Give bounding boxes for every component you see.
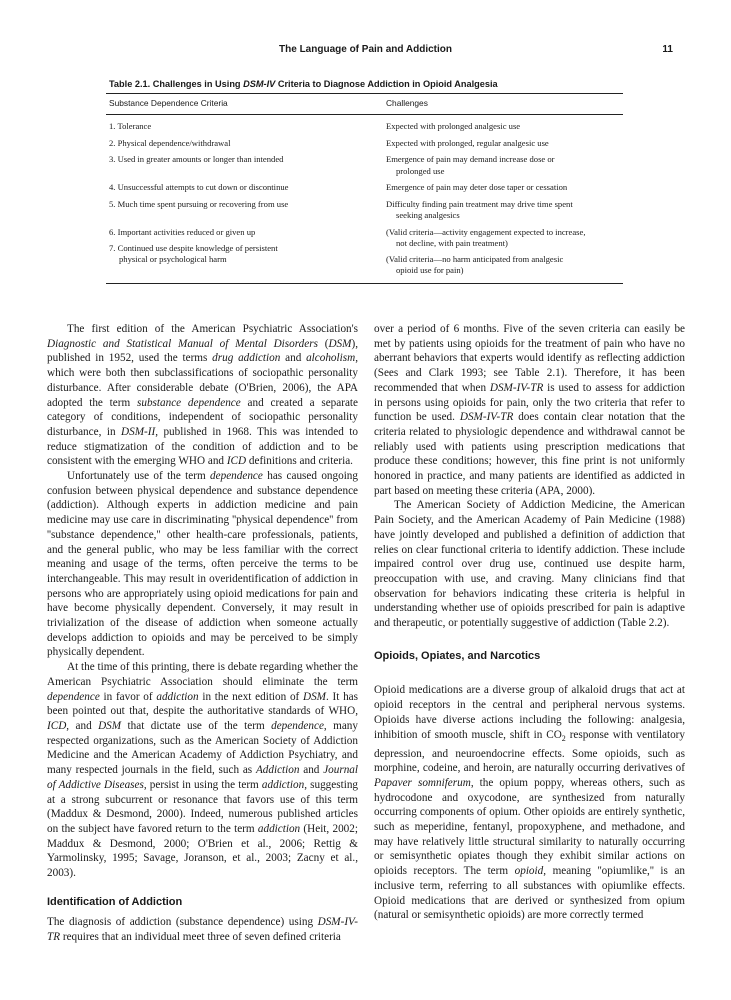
- page-number: 11: [662, 44, 673, 55]
- text-run: (Heit, 2002; Maddux & Desmond, 2000; O'Brien et al., 2006; Rettig & Yarmolinsky, 1995; Savage, Joranson, et al., 2003; Zacny et al., 2003).: [47, 822, 358, 880]
- cell-text: 2. Physical dependence/withdrawal: [109, 137, 231, 148]
- cell-text: 7. Continued use despite knowledge of persistent: [109, 242, 278, 253]
- emphasis: Addiction: [255, 764, 300, 777]
- text-run: definitions and criteria.: [246, 455, 353, 468]
- text-run: , meaning ''opiumlike,'' is an inclusive term, referring to all substances with opiumlike effects. Opioid medications that are derived or synthesized from opium (natural or semisynthetic opioids) are more correctly termed: [374, 865, 685, 922]
- text-run: At the time of this printing, there is debate regarding whether the American Psychiatric Association should eliminate the term: [47, 661, 358, 688]
- table-header-row: [106, 94, 623, 115]
- text-run: and: [280, 352, 307, 365]
- caption-text: Table 2.1. Challenges in Using: [109, 79, 244, 89]
- challenge-cell: [386, 154, 623, 177]
- cell-text: Emergence of pain may deter dose taper or cessation: [386, 182, 568, 192]
- caption-text-end: Criteria to Diagnose Addiction in Opioid Analgesia: [275, 79, 498, 89]
- table-row: [106, 182, 623, 194]
- text-run: Opioid medications are a diverse group of alkaloid drugs that act at opioid receptors in the central and peripheral nervous systems. Opioids have diverse actions including the following: analgesia, inhibition of smooth muscle, shift in CO: [374, 684, 685, 741]
- emphasis: addiction: [156, 690, 199, 703]
- criteria-cell: [106, 182, 386, 194]
- cell-text: Expected with prolonged, regular analgesic use: [386, 137, 549, 148]
- table-row: [106, 199, 623, 222]
- right-column: [374, 322, 685, 923]
- table-row: [106, 121, 623, 133]
- cell-text-continued: opioid use for pain): [396, 265, 464, 275]
- column-header-challenges: Challenges: [386, 98, 428, 109]
- section-heading-opioids: Opioids, Opiates, and Narcotics: [374, 649, 541, 662]
- text-run: does contain clear notation that the criteria related to physiologic dependence and withdrawal cannot be reliably used with patients using prescription medications that produce these conditions; however, this fine print is not uniformly honored in practice, and many patients are identified as addicted in part based on meeting these criteria (APA, 2000).: [374, 411, 685, 497]
- emphasis: DSM: [303, 690, 326, 703]
- emphasis: Diagnostic and Statistical Manual of Mental Disorders: [47, 337, 318, 350]
- text-run: The diagnosis of addiction (substance dependence) using: [47, 916, 318, 929]
- text-run: over a period of 6 months. Five of the seven criteria can easily be met by patients using opioids for the treatment of pain who have no aberrant behaviors that experts would identify as reflecting addiction (Sees and Clark 1993; see Table 2.1). Therefore, it has been recommended that when: [374, 323, 685, 394]
- subscript: 2: [561, 733, 566, 743]
- criteria-cell: [106, 138, 386, 150]
- paragraph: The American Society of Addiction Medicine, the American Pain Society, and the American Academy of Pain Medicine (1988) have jointly developed and published a definition of addiction that relies on clear functional criteria to identify addiction. These include impaired control over drug use, continued use despite harm, preoccupation with use, and craving. Many clinicians find that observation for behaviors indicating these criteria is helpful in understanding whether use of opioids prescribed for pain is adaptive and therapeutic, or potentially suggestive of addiction (Table 2.2).: [374, 499, 685, 630]
- running-title: The Language of Pain and Addiction: [279, 44, 452, 55]
- cell-text: (Valid criteria—activity engagement expected to increase,: [386, 226, 586, 237]
- challenge-cell: [386, 199, 623, 222]
- text-run: Unfortunately use of the term: [67, 470, 211, 483]
- emphasis: substance dependence: [137, 396, 241, 409]
- table-row: [106, 243, 623, 277]
- text-run: , persist in using the term: [143, 778, 262, 791]
- text-run: that dictate use of the term: [121, 719, 272, 732]
- emphasis: dependence: [47, 690, 100, 703]
- running-header: [0, 44, 731, 60]
- table-row: [106, 138, 623, 150]
- criteria-cell: [106, 121, 386, 133]
- paragraph: [374, 322, 685, 498]
- criteria-cell: [106, 199, 386, 222]
- emphasis: DSM: [98, 719, 122, 732]
- column-header-criteria: Substance Dependence Criteria: [109, 98, 228, 109]
- text-run: response with ventilatory depression, and neuroendocrine effects. Some opioids, such as morphine, codeine, and heroin, are naturally occurring derivatives of: [374, 728, 685, 775]
- challenge-cell: [386, 121, 623, 133]
- cell-text: Expected with prolonged analgesic use: [386, 121, 521, 131]
- text-run: , and: [66, 719, 99, 732]
- cell-text: 5. Much time spent pursuing or recovering from use: [109, 198, 289, 209]
- emphasis: DSM-II: [121, 425, 156, 438]
- challenge-cell: [386, 182, 623, 194]
- text-run: , suggesting at a strong subcurrent or resonance that favors use of this term (Maddux & Desmond, 2000). Indeed, numerous published articles on the subject have favored return to the term: [47, 778, 359, 835]
- emphasis: dependence: [210, 470, 263, 483]
- cell-text: Emergence of pain may demand increase dose or: [386, 154, 555, 164]
- cell-text-continued: physical or psychological harm: [119, 254, 227, 264]
- challenge-cell: [386, 138, 623, 150]
- table-row: [106, 154, 623, 177]
- text-run: in the next edition of: [198, 690, 303, 703]
- paragraph: [47, 322, 358, 469]
- cell-text: 1. Tolerance: [109, 121, 152, 131]
- text-run: has caused ongoing confusion between physical dependence and substance dependence (addiction). Although experts in addiction medicine and pain medicine may use care in discriminating ''physical dependence'' from ''substance dependence,'' other health-care professionals, patients, and the general public, who may be less familiar with the correct meaning and usage of the terms, often perceive the terms to be interchangeable. This may result in overidentification of addiction in persons who are appropriately using opioid medications for pain and have become physically dependent. Conversely, it may result in trivialization of the disease of addiction when someone actually develops addiction to opioids and may be perceived to be simply physically dependent.: [47, 470, 358, 659]
- text-run: , many respected organizations, such as the American Society of Addiction Medicine and the American Academy of Addiction Psychiatry, and many respected journals in the field, such as: [47, 719, 358, 777]
- cell-text: 4. Unsuccessful attempts to cut down or discontinue: [109, 182, 289, 192]
- text-run: . It has been pointed out that, despite the authoritative standards of WHO,: [47, 690, 358, 718]
- text-run: , the opium poppy, whereas others, such as hydrocodone and oxycodone, are synthesized from naturally occurring components of opium. Other opioids are entirely synthetic, such as meperidine, fentanyl, propoxyphene, and methadone, and may have relatively little structural similarity to naturally occurring or semisynthetic opiates though they exhibit similar actions on opioids receptors. The term: [374, 776, 685, 878]
- cell-text: Difficulty finding pain treatment may drive time spent: [386, 198, 573, 209]
- text-run: , published in 1968. This was intended to reduce stigmatization of the condition of addiction and to be consistent with the emerging WHO and: [47, 425, 358, 468]
- table-body: [106, 115, 623, 283]
- cell-text-continued: seeking analgesics: [396, 210, 460, 220]
- emphasis: DSM-IV-TR: [47, 916, 358, 944]
- criteria-table: [106, 93, 623, 284]
- emphasis: alcoholism: [306, 352, 356, 365]
- cell-text-continued: not decline, with pain treatment): [396, 238, 508, 248]
- cell-text: (Valid criteria—no harm anticipated from analgesic: [386, 253, 564, 264]
- criteria-cell: [106, 243, 386, 277]
- table-caption: [109, 79, 498, 89]
- left-column: [47, 322, 358, 945]
- emphasis: ICD: [47, 719, 67, 732]
- paragraph: [47, 469, 358, 660]
- cell-text: 6. Important activities reduced or given up: [109, 226, 256, 237]
- section-heading-identification: Identification of Addiction: [47, 895, 183, 908]
- emphasis: dependence: [271, 719, 324, 732]
- emphasis: DSM-IV-TR: [459, 411, 514, 424]
- emphasis: drug addiction: [212, 352, 281, 365]
- text-run: and created a separate category of conditions, independent of sociopathic personality disturbance, in: [47, 396, 358, 438]
- text-run: is used to assess for addiction in persons using opioids for pain, only the two criteria that refer to function be used.: [374, 381, 685, 424]
- emphasis: addiction: [257, 822, 301, 835]
- emphasis: DSM: [328, 337, 352, 350]
- criteria-cell: [106, 154, 386, 177]
- cell-text-continued: prolonged use: [396, 165, 445, 176]
- emphasis: opioid: [514, 865, 544, 878]
- text-run: ), published in 1952, used the terms: [47, 337, 358, 365]
- emphasis: Papaver somniferum: [374, 776, 471, 789]
- text-run: (: [317, 337, 329, 350]
- caption-emphasis: DSM-IV: [243, 79, 276, 89]
- paragraph: [374, 683, 685, 922]
- emphasis: addiction: [261, 778, 305, 791]
- emphasis: Journal of Addictive Diseases: [47, 764, 358, 791]
- paragraph: [47, 915, 358, 944]
- text-run: and: [299, 764, 324, 777]
- paragraph: [47, 660, 358, 881]
- text-run: The first edition of the American Psychiatric Association's: [67, 323, 358, 335]
- emphasis: DSM-IV-TR: [489, 381, 544, 394]
- challenge-cell: [386, 243, 623, 277]
- text-run: , which were both then subclassifications of sociopathic personality disturbance. After considerable debate (O'Brien, 2006), the APA adopted the term: [47, 352, 358, 409]
- text-run: requires that an individual meet three of seven defined criteria: [60, 931, 341, 944]
- cell-text: 3. Used in greater amounts or longer than intended: [109, 154, 284, 164]
- emphasis: ICD: [226, 455, 247, 468]
- text-run: in favor of: [99, 690, 157, 703]
